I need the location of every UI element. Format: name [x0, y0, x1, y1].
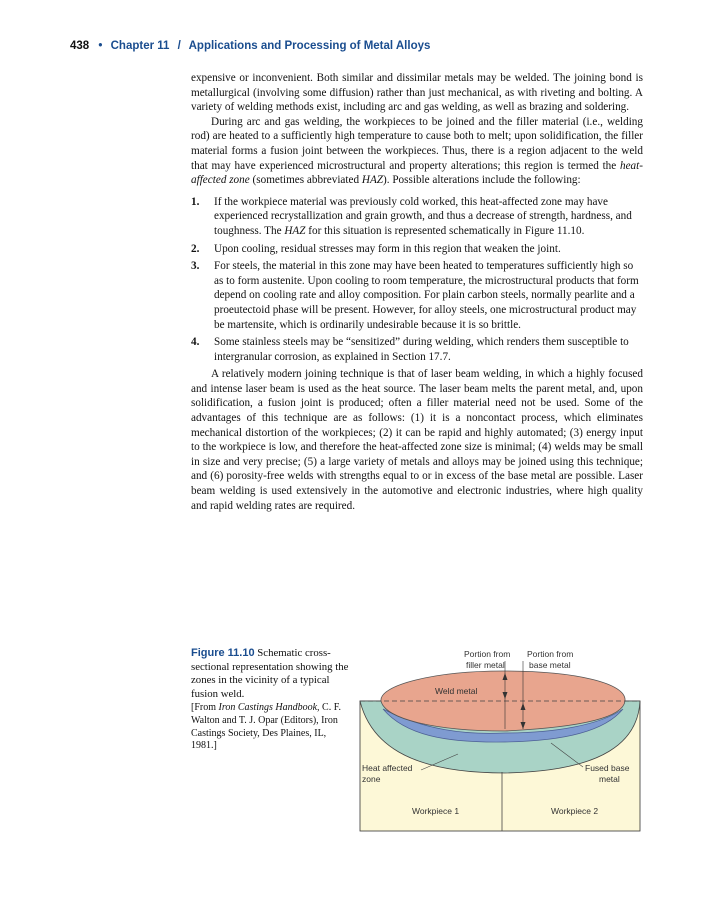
list-number: 2. — [191, 242, 200, 255]
figure-caption — [191, 647, 349, 753]
list-text-b: for this situation is represented schematically in Figure 11.10. — [305, 224, 585, 237]
label-workpiece-1: Workpiece 1 — [412, 806, 460, 816]
source-book-title: Iron Castings Handbook, — [218, 702, 320, 714]
list-number: 3. — [191, 260, 200, 273]
list-text: For steels, the material in this zone may have been heated to temperatures sufficiently high so as to form austenite. Upon cooling to room temperature, the microstructural products that form depend on cooling rate and alloy composition. For plain carbon steels, normally pearlite and a proeutectoid phase will be present. However, for alloy steels, one microstructural product may be martensite, which is ordinarily undesirable because it is so brittle. — [214, 260, 639, 331]
figure-source — [191, 702, 349, 752]
header-bullet: • — [98, 40, 103, 52]
running-header — [70, 40, 430, 52]
list-abbr-haz: HAZ — [284, 224, 306, 237]
list-item — [191, 242, 643, 257]
source-text-b: C. F. Walton and T. J. Opar (Editors), Iron Castings Society, Des Plaines, IL, 1981.] — [191, 702, 341, 752]
paragraph-2-text-b: (sometimes abbreviated — [249, 174, 362, 187]
label-portion-base-1: Portion from — [527, 649, 574, 659]
body-text — [191, 71, 643, 513]
label-portion-filler-2: filler metal — [466, 660, 505, 670]
list-item — [191, 259, 643, 332]
paragraph-1: expensive or inconvenient. Both similar and dissimilar metals may be welded. The joining bond is metallurgical (involving some diffusion) rather than just mechanical, as with riveting and bolting. A variety of welding methods exist, including arc and gas welding, as well as brazing and soldering. — [191, 72, 643, 114]
paragraph-2-text-a: During arc and gas welding, the workpieces to be joined and the filler material (i.e., welding rod) are heated to a sufficiently high temperature to cause both to melt; upon solidification, the filler material forms a fusion joint between the workpieces. Thus, there is a region adjacent to the weld that may have experienced microstructural and property alterations; this region is termed the — [191, 115, 643, 172]
label-portion-base-2: base metal — [529, 660, 571, 670]
label-fused-1: Fused base — [585, 763, 630, 773]
label-weld-metal: Weld metal — [435, 686, 478, 696]
weld-diagram — [355, 645, 645, 833]
term-heat-affected-zone: heat-affected zone — [191, 159, 643, 187]
paragraph-3: A relatively modern joining technique is that of laser beam welding, in which a highly focused and intense laser beam is used as the heat source. The laser beam melts the parent metal, and, upon solidification, a fusion joint is produced; often a filler material need not be used. Some of the advantages of this technique are as follows: (1) it is a noncontact process, which eliminates mechanical distortion of the workpieces; (2) it can be rapid and highly automated; (3) energy input to the workpiece is low, and therefore the heat-affected zone size is minimal; (4) welds may be small in size and very precise; (5) a large variety of metals and alloys may be joined using this technique; and (6) porosity-free welds with strengths equal to or in excess of the base metal are possible. Laser beam welding is used extensively in the automotive and electronic industries, where high quality and rapid welding rates are required. — [191, 368, 643, 512]
label-portion-filler-1: Portion from — [464, 649, 511, 659]
list-number: 1. — [191, 195, 200, 208]
figure-caption-text: Schematic cross-sectional representation showing the zones in the vicinity of a typical fusion weld. — [191, 647, 349, 700]
list-number: 4. — [191, 336, 200, 349]
page-number: 438 — [70, 40, 90, 52]
label-fused-2: metal — [599, 774, 620, 784]
source-text-a: [From — [191, 702, 219, 714]
list-text-a: If the workpiece material was previously cold worked, this heat-affected zone may have experienced recrystallization and grain growth, and thus a decrease of strength, hardness, and toughness. The — [214, 195, 632, 237]
figure-label: Figure 11.10 — [191, 647, 255, 659]
label-haz-2: zone — [362, 774, 381, 784]
paragraph-2-text-c: ). Possible alterations include the following: — [383, 174, 581, 187]
header-separator: / — [177, 40, 181, 52]
list-item — [191, 335, 643, 364]
list-text: Upon cooling, residual stresses may form in this region that weaken the joint. — [214, 242, 561, 255]
label-haz-1: Heat affected — [362, 763, 413, 773]
list-item — [191, 195, 643, 239]
list-text: Some stainless steels may be “sensitized” during welding, which renders them susceptible to intergranular corrosion, as explained in Section 17.7. — [214, 336, 629, 363]
chapter-title: Applications and Processing of Metal Alloys — [188, 40, 431, 52]
paragraph-2 — [191, 115, 643, 188]
chapter-label: Chapter 11 — [110, 40, 170, 52]
alterations-list — [191, 195, 643, 365]
label-workpiece-2: Workpiece 2 — [551, 806, 599, 816]
term-haz: HAZ — [361, 174, 384, 187]
